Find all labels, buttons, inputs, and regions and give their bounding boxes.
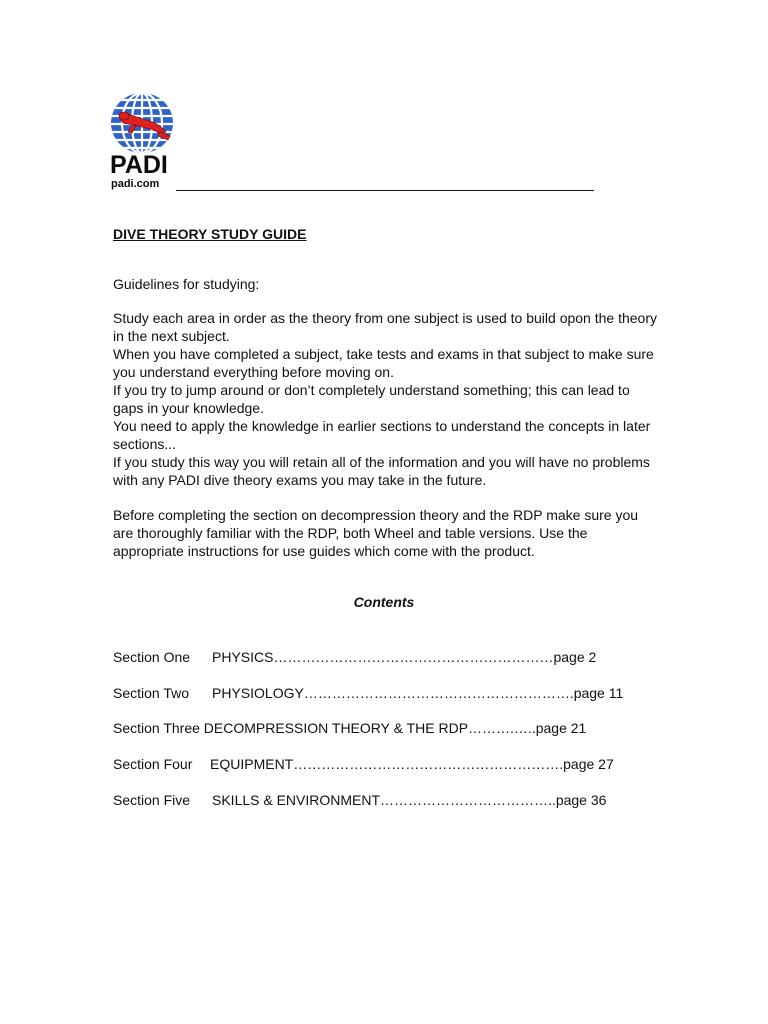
guideline-paragraph: Study each area in order as the theory from one subject is used to build opon the theory in the next subject. [113, 310, 657, 344]
toc-page: page 21 [535, 720, 587, 736]
toc-leader: ……….….. [468, 720, 536, 736]
toc-title: PHYSICS [212, 649, 274, 665]
toc-title: EQUIPMENT [210, 756, 294, 772]
rdp-note: Before completing the section on decompression theory and the RDP make sure you are thoroughly familiar with the RDP, both Wheel and table versions. Use the appropriate instructions for use guides which come with the product. [113, 507, 639, 559]
logo-brand: PADI [110, 151, 168, 179]
toc-section: Section Five [113, 792, 191, 808]
toc-page: page 11 [573, 685, 624, 701]
toc-item [113, 684, 623, 702]
toc-item [113, 791, 606, 809]
toc-leader: …………………………………………………. [293, 756, 564, 772]
logo-url: padi.com [111, 178, 160, 190]
toc-page: page 2 [553, 649, 597, 665]
toc-section: Section Two [113, 685, 190, 701]
toc-leader: …………………………………………………… [273, 649, 554, 665]
globe-diver-icon [110, 92, 174, 154]
document-title: DIVE THEORY STUDY GUIDE [113, 226, 307, 242]
guidelines-body [113, 309, 658, 489]
toc-item [113, 648, 596, 666]
guideline-paragraph: If you try to jump around or don’t completely understand something; this can lead to gaps in your knowledge. [113, 382, 630, 416]
toc-page: page 36 [555, 792, 607, 808]
toc-item [113, 755, 614, 773]
contents-heading: Contents [353, 594, 415, 610]
toc-leader: …………………………………………………. [303, 685, 574, 701]
toc-title: DECOMPRESSION THEORY & THE RDP [203, 720, 469, 736]
toc-page: page 27 [563, 756, 614, 772]
logo-wordmark [110, 152, 176, 190]
toc-leader: ……………………………….. [380, 792, 556, 808]
guideline-paragraph: You need to apply the knowledge in earlier sections to understand the concepts in later sections... [113, 418, 651, 452]
header-rule [176, 190, 594, 191]
toc-title: SKILLS & ENVIRONMENT [212, 792, 381, 808]
guideline-paragraph: When you have completed a subject, take tests and exams in that subject to make sure you understand everything before moving on. [113, 346, 654, 380]
toc-title: PHYSIOLOGY [212, 685, 304, 701]
intro-text: Guidelines for studying: [113, 276, 260, 292]
toc-section: Section One [113, 649, 191, 665]
toc-item [113, 719, 586, 737]
toc-section: Section Four [113, 756, 193, 772]
toc-section: Section Three [113, 720, 200, 736]
padi-logo [110, 92, 176, 192]
guideline-paragraph: If you study this way you will retain all of the information and you will have no problems with any PADI dive theory exams you may take in the future. [113, 454, 650, 488]
